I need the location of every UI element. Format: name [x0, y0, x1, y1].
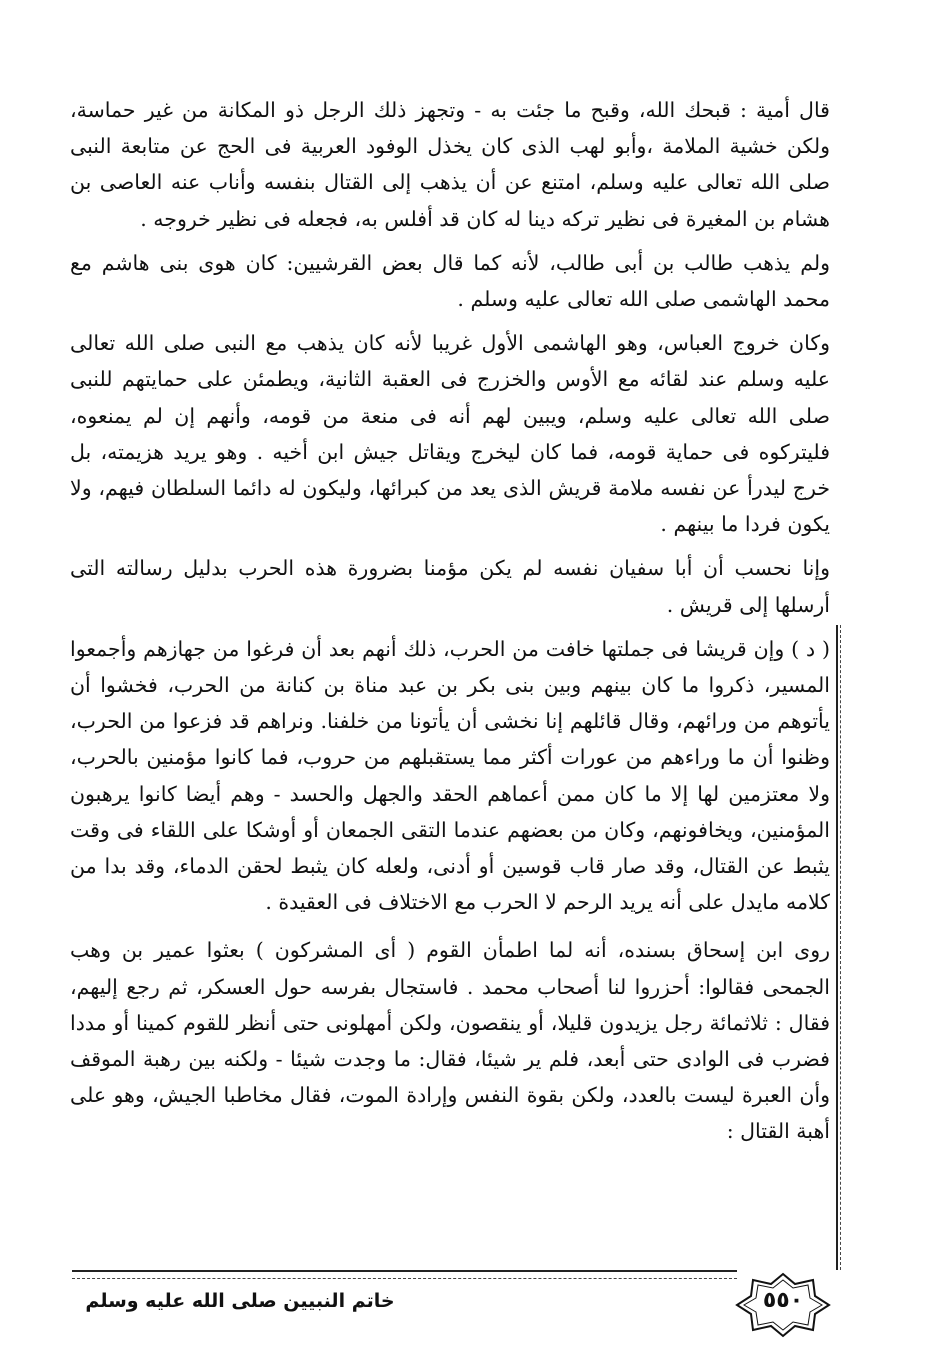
body-text [70, 92, 830, 1150]
decorative-side-rule [836, 625, 841, 1270]
paragraph-5: ( د ) وإن قريشا فى جملتها خافت من الحرب، ذلك أنهم بعد أن فرغوا من جهازهم وأجمعوا المسير، ذكروا ما كان بينهم وبين بنى بكر بن عبد مناة بن كنانة من الحرب، فخشوا أن يأتوهم من ورائهم، وقال قائلهم إنا نخشى أن يأتونا من خلفنا. ونراهم قد فزعوا من الحرب، وظنوا أن ما وراءهم من عورات أكثر مما يستقبلهم من حروب، فما كانوا مؤمنين بالحرب، ولا معتزمين لها إلا ما كان ممن أعماهم الحقد والجهل والحسد - وهم أيضا كانوا يرهبون المؤمنين، ويخافونهم، وكان من بعضهم عندما التقى الجمعان أو أوشكا على اللقاء فى وقت يثبط عن القتال، وقد صار قاب قوسين أو أدنى، ولعله كان يثبط لحقن الدماء، وقد بدا من كلامه مايدل على أنه يريد الرحم لا الحرب مع الاختلاف فى العقيدة . [70, 636, 830, 915]
paragraph-1: قال أمية : قبحك الله، وقبح ما جئت به - وتجهز ذلك الرجل ذو المكانة من غير حماسة، ولكن خشية الملامة ،وأبو لهب الذى كان يخذل الوفود العربية فى الحج عن متابعة النبى صلى الله تعالى عليه وسلم، امتنع عن أن يذهب إلى القتال بنفسه وأناب عنه العاصى بن هشام بن المغيرة فى نظير تركه دينا له كان قد أفلس به، فجعله فى نظير خروجه . [70, 98, 830, 231]
paragraph-4: وإنا نحسب أن أبا سفيان نفسه لم يكن مؤمنا بضرورة هذه الحرب بدليل رسالته التى أرسلها إلى قريش . [70, 556, 830, 617]
paragraph-2: ولم يذهب طالب بن أبى طالب، لأنه كما قال بعض القرشيين: كان هوى بنى هاشم مع محمد الهاشمى صلى الله تعالى عليه وسلم . [70, 250, 830, 312]
footer-rule [72, 1270, 737, 1279]
page-number: ٥٥٠ [762, 1288, 804, 1313]
footer-book-title: خاتم النبيين صلى الله عليه وسلم [85, 1290, 395, 1312]
paragraph-3: وكان خروج العباس، وهو الهاشمى الأول غريبا لأنه كان يذهب مع النبى صلى الله تعالى عليه وسلم عند لقائه مع الأوس والخزرج فى العقبة الثانية، ويطمئن على حمايتهم للنبى صلى الله تعالى عليه وسلم، ويبين لهم أنه فى منعة من قومه، وأنهم إن لم يمنعوه، فليتركوه فى حماية قومه، فما كان ليخرج ويقاتل جيش ابن أخيه . وهو يريد هزيمته، بل خرج ليدرأ عن نفسه ملامة قريش الذى يعد من كبرائها، وليكون له دائما السلطان فيهم، ولا يكون فردا ما بينهم . [70, 331, 830, 537]
paragraph-6: روى ابن إسحاق بسنده، أنه لما اطمأن القوم ( أى المشركون ) بعثوا عمير بن وهب الجمحى فقالوا: أحزروا لنا أصحاب محمد . فاستجال بفرسه حول العسكر، ثم رجع إليهم، فقال : ثلاثمائة رجل يزيدون قليلا، أو ينقصون، ولكن أمهلونى حتى أنظر للقوم كمينا أو مددا فضرب فى الوادى حتى أبعد، فلم ير شيئا، فقال: ما وجدت شيئا - ولكنه بين رهبة الموقف وأن العبرة ليست بالعدد، ولكن بقوة النفس وإرادة الموت، فقال مخاطبا الجيش، وهو على أهبة القتال : [70, 938, 830, 1144]
